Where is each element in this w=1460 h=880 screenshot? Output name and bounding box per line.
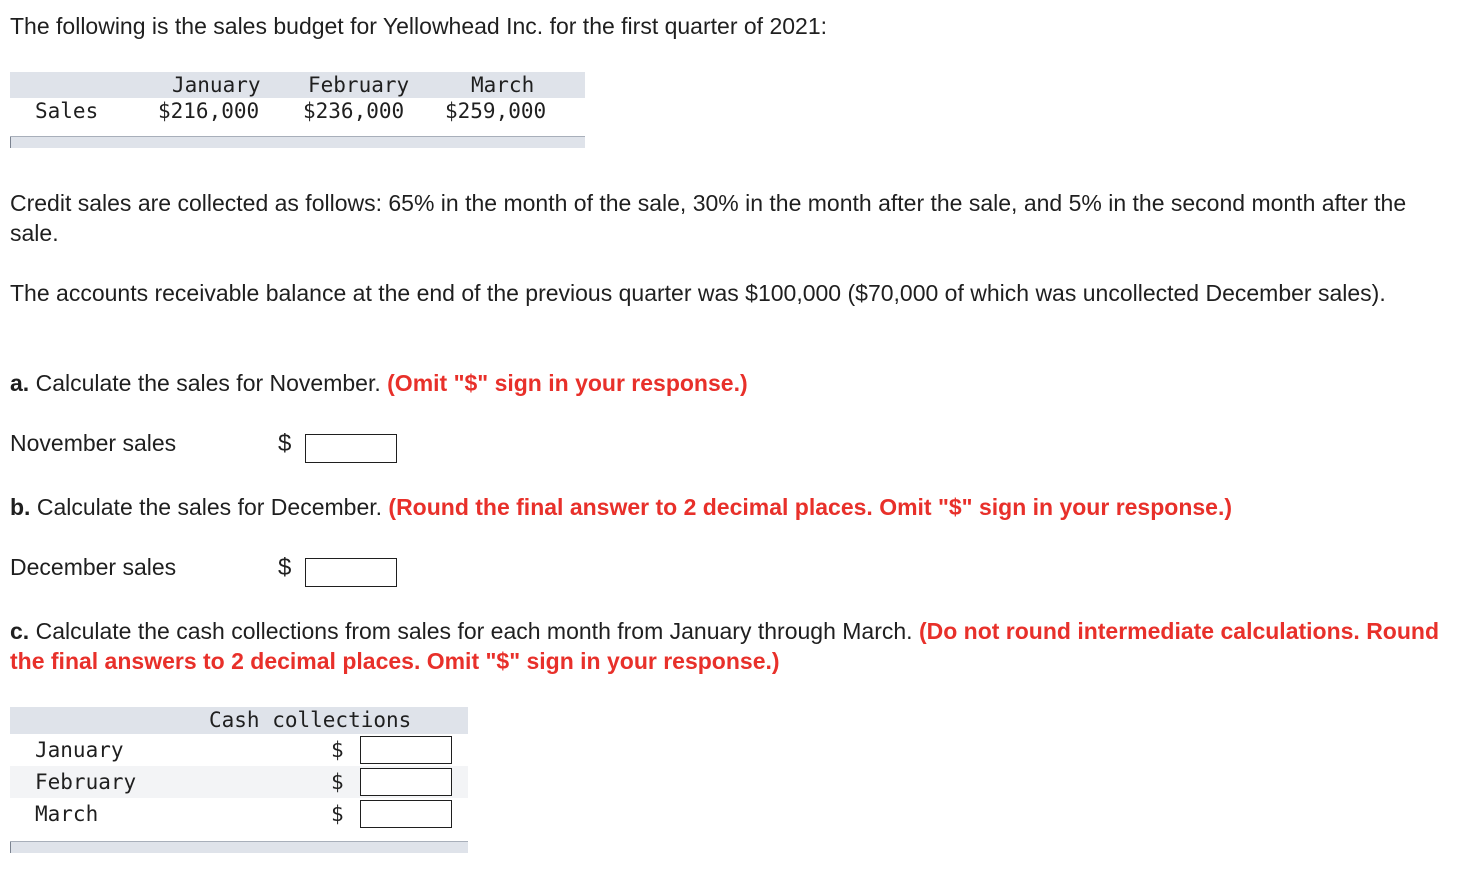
- cash-currency-sign-march: $: [331, 802, 344, 826]
- cash-currency-sign-february: $: [331, 770, 344, 794]
- part-a-question: [10, 368, 748, 398]
- part-a-letter: a.: [10, 370, 30, 396]
- part-c-question: [10, 616, 1450, 676]
- sales-value-january: $216,000: [158, 99, 260, 123]
- sales-table-header: [10, 72, 585, 98]
- december-currency-sign: $: [278, 554, 292, 581]
- cash-currency-sign-january: $: [331, 738, 344, 762]
- cash-collections-header: Cash collections: [209, 708, 412, 732]
- part-b-instruction: (Round the final answer to 2 decimal places. Omit "$" sign in your response.): [388, 494, 1233, 520]
- december-sales-label: December sales: [10, 554, 177, 580]
- part-b-question: [10, 492, 1232, 522]
- sales-budget-table: [10, 72, 585, 124]
- column-header-january: January: [172, 73, 261, 97]
- part-c-instruction: (Do not round intermediate calculations. Round the final answers to 2 decimal places. Omit "$" sign in your response.): [10, 618, 1440, 674]
- credit-collection-text: Credit sales are collected as follows: 65% in the month of the sale, 30% in the month after the sale, and 5% in the second month after the sale.: [10, 190, 1407, 246]
- cash-row-label-march: March: [35, 802, 99, 826]
- november-sales-label: November sales: [10, 430, 177, 456]
- column-header-february: February: [308, 73, 410, 97]
- part-a-question-text: Calculate the sales for November.: [29, 370, 388, 396]
- cash-collections-january-input[interactable]: [360, 736, 452, 764]
- cash-row-label-february: February: [35, 770, 137, 794]
- part-a-instruction: (Omit "$" sign in your response.): [387, 370, 748, 396]
- cash-row-label-january: January: [35, 738, 124, 762]
- part-c-letter: c.: [10, 618, 30, 644]
- cash-row-march: [10, 798, 468, 830]
- november-currency-sign: $: [278, 430, 292, 457]
- cash-row-january: [10, 734, 468, 766]
- sales-row-label: Sales: [35, 99, 99, 123]
- cash-table-footer: [10, 841, 468, 853]
- cash-collections-march-input[interactable]: [360, 800, 452, 828]
- cash-table-header: [10, 707, 468, 734]
- accounts-receivable-text: The accounts receivable balance at the end of the previous quarter was $100,000 ($70,000 of which was uncollected December sales).: [10, 280, 1386, 306]
- sales-row: [10, 98, 585, 124]
- part-b-question-text: Calculate the sales for December.: [30, 494, 389, 520]
- cash-row-february: [10, 766, 468, 798]
- part-b-letter: b.: [10, 494, 31, 520]
- intro-text: The following is the sales budget for Yellowhead Inc. for the first quarter of 2021:: [10, 13, 827, 39]
- sales-table-footer: [10, 136, 585, 148]
- december-sales-input[interactable]: [305, 558, 397, 587]
- part-c-question-text: Calculate the cash collections from sales for each month from January through March.: [29, 618, 919, 644]
- cash-collections-table: [10, 707, 468, 830]
- november-sales-input[interactable]: [305, 434, 397, 463]
- cash-collections-february-input[interactable]: [360, 768, 452, 796]
- column-header-march: March: [471, 73, 535, 97]
- sales-value-march: $259,000: [445, 99, 547, 123]
- sales-value-february: $236,000: [303, 99, 405, 123]
